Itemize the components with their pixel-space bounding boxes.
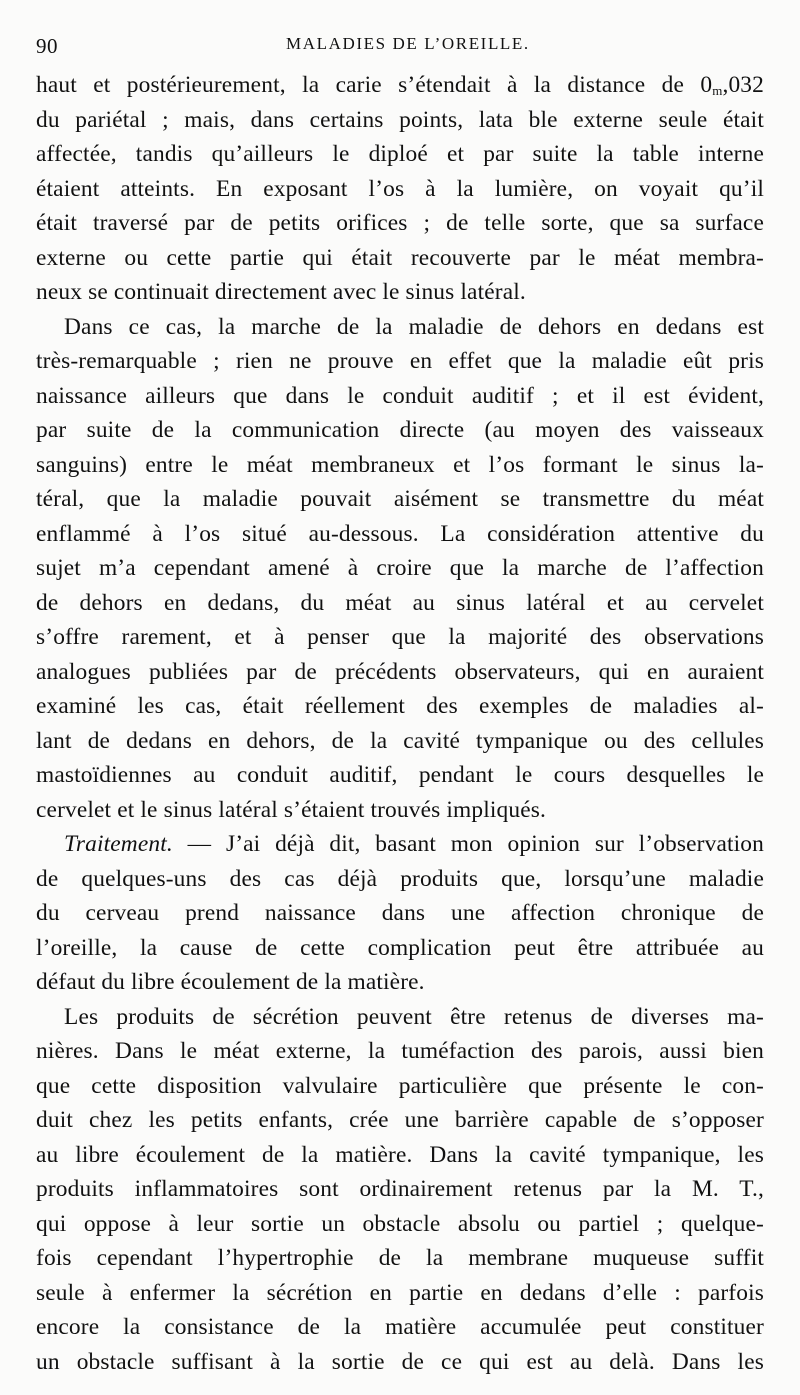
text-line: analogues publiées par de précédents observateurs, qui en auraient [36, 658, 764, 685]
text-line: lant de dedans en dehors, de la cavité tympanique ou des cellules [36, 727, 764, 754]
text-line: externe ou cette partie qui était recouverte par le méat membra- [36, 244, 764, 271]
text-line: du cerveau prend naissance dans une affection chronique de [36, 900, 764, 926]
text-line: du pariétal ; mais, dans certains points, lata ble externe seule était [36, 106, 764, 133]
text-line: de dehors en dedans, du méat au sinus latéral et au cervelet [36, 589, 764, 616]
body-text [36, 68, 764, 1379]
text-line: de quelques-uns des cas déjà produits que, lorsqu’une maladie [36, 865, 764, 892]
text-line: sanguins) entre le méat membraneux et l’os formant le sinus la- [36, 451, 764, 478]
text-line: étaient atteints. En exposant l’os à la lumière, on voyait qu’il [36, 175, 764, 202]
text-line: au libre écoulement de la matière. Dans la cavité tympanique, les [36, 1141, 764, 1168]
page-header [36, 34, 766, 66]
section-heading-traitement: Traitement. [64, 831, 173, 857]
text-line: produits inflammatoires sont ordinairement retenus par la M. T., [36, 1176, 764, 1202]
text-line: un obstacle suffisant à la sortie de ce qui est au delà. Dans les [36, 1348, 764, 1375]
text-line: haut et postérieurement, la carie s’étendait à la distance de $0_m,032$ [36, 72, 764, 98]
text-line: qui oppose à leur sortie un obstacle absolu ou partiel ; quelque- [36, 1210, 764, 1237]
text-line: par suite de la communication directe (au moyen des vaisseaux [36, 417, 764, 443]
text-line: sujet m’a cependant amené à croire que la marche de l’affection [36, 555, 764, 581]
text-line: défaut du libre écoulement de la matière. [36, 969, 425, 995]
text-line: enflammé à l’os situé au-dessous. La considération attentive du [36, 520, 764, 547]
text-line: affectée, tandis qu’ailleurs le diploé et par suite la table interne [36, 141, 764, 167]
text-line: encore la consistance de la matière accumulée peut constituer [36, 1314, 764, 1340]
text-line: naissance ailleurs que dans le conduit auditif ; et il est évident, [36, 382, 764, 409]
text-line: très-remarquable ; rien ne prouve en effet que la maladie eût pris [36, 348, 764, 374]
text-line: seule à enfermer la sécrétion en partie en dedans d’elle : parfois [36, 1279, 764, 1306]
text-line: examiné les cas, était réellement des exemples de maladies al- [36, 693, 764, 719]
text-line: téral, que la maladie pouvait aisément se transmettre du méat [36, 486, 764, 512]
paragraph-start-line: Traitement. — J’ai déjà dit, basant mon opinion sur l’observation [64, 831, 764, 857]
running-head: MALADIES DE L’OREILLE. [286, 34, 530, 53]
text-line: fois cependant l’hypertrophie de la membrane muqueuse suffit [36, 1245, 764, 1271]
text-line: neux se continuait directement avec le sinus latéral. [36, 279, 526, 305]
text-line: que cette disposition valvulaire particulière que présente le con- [36, 1072, 764, 1099]
paragraph-start-line: Les produits de sécrétion peuvent être retenus de diverses ma- [64, 1003, 764, 1030]
text-line: duit chez les petits enfants, crée une barrière capable de s’opposer [36, 1107, 764, 1133]
paragraph-start-line: Dans ce cas, la marche de la maladie de dehors en dedans est [64, 313, 764, 340]
text-line: nières. Dans le méat externe, la tuméfaction des parois, aussi bien [36, 1038, 764, 1064]
text-line: cervelet et le sinus latéral s’étaient trouvés impliqués. [36, 796, 546, 823]
text-line: s’offre rarement, et à penser que la majorité des observations [36, 624, 764, 650]
page-number: 90 [36, 34, 58, 58]
text-line: l’oreille, la cause de cette complication peut être attribuée au [36, 934, 764, 961]
text-line: était traversé par de petits orifices ; de telle sorte, que sa surface [36, 210, 764, 236]
text-line: mastoïdiennes au conduit auditif, pendant le cours desquelles le [36, 762, 764, 788]
